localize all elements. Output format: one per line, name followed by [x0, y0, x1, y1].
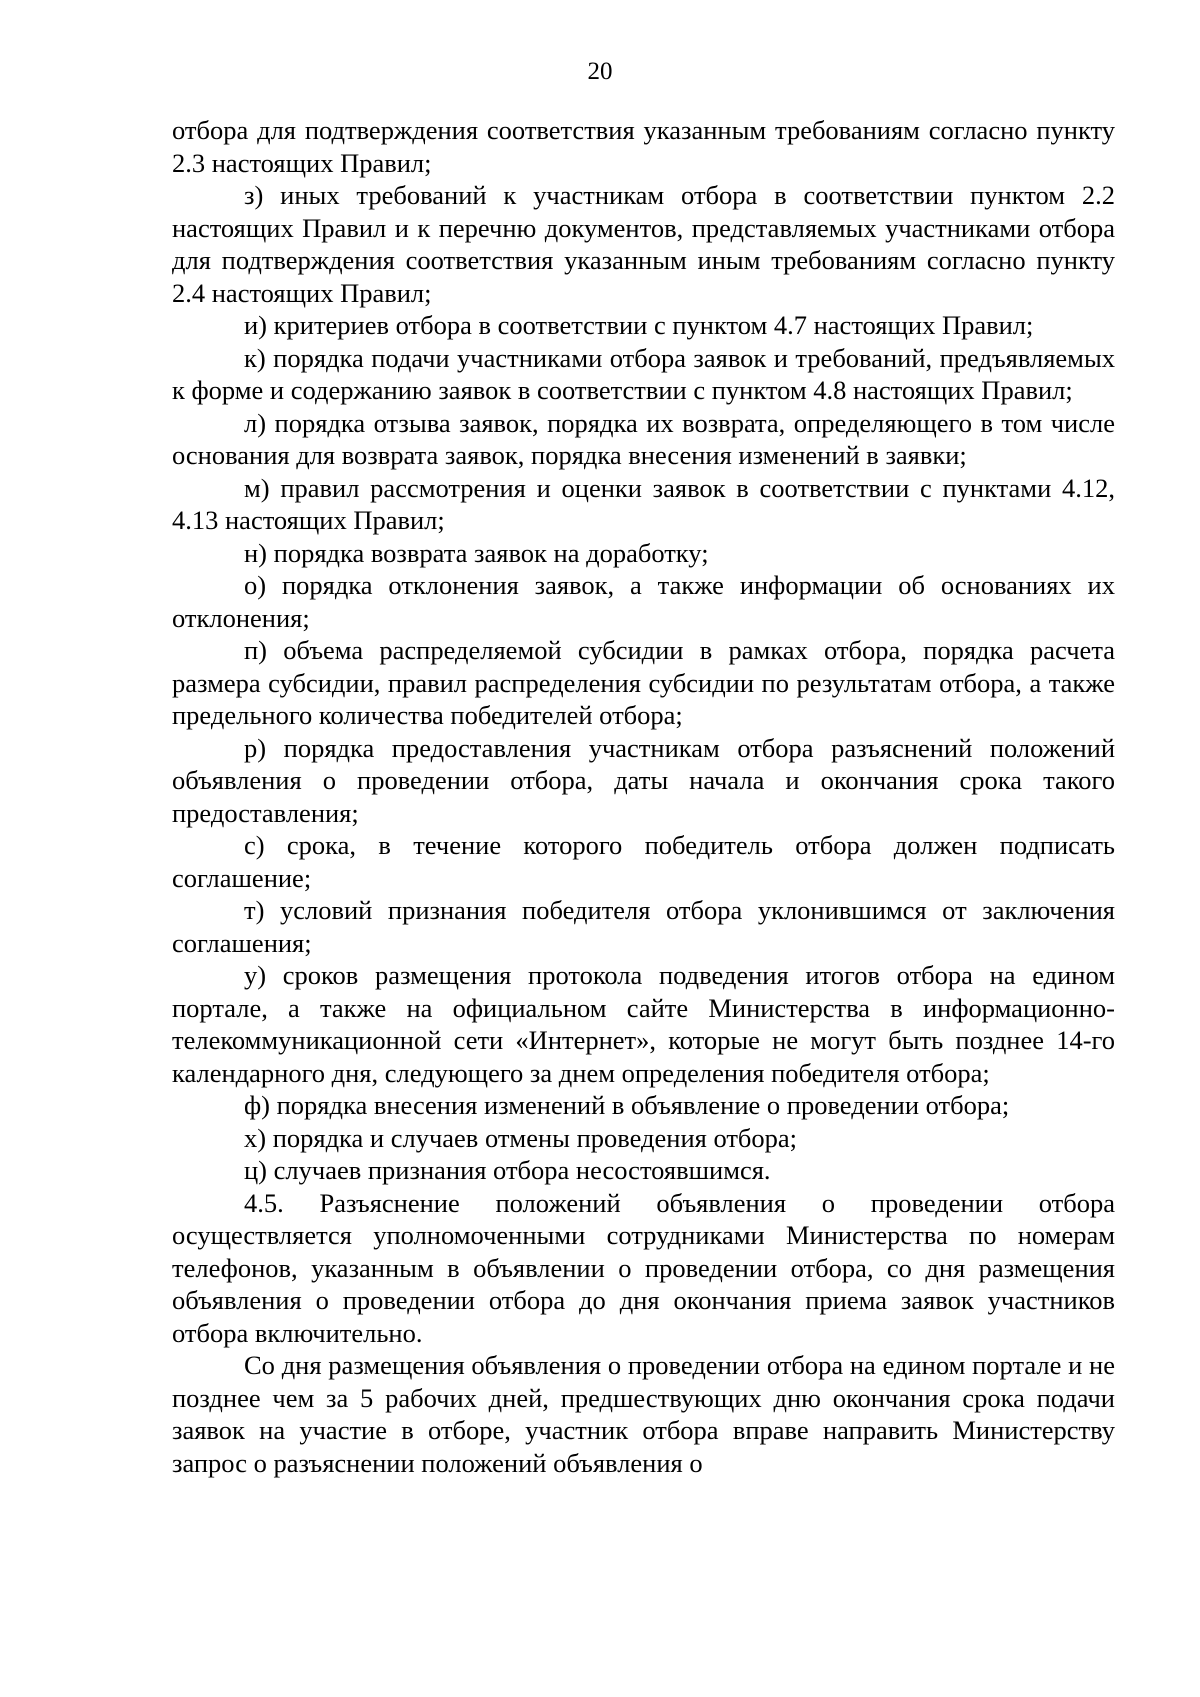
paragraph: м) правил рассмотрения и оценки заявок в соответствии с пунктами 4.12, 4.13 настоящих Правил; [172, 472, 1115, 535]
paragraph: отбора для подтверждения соответствия указанным требованиям согласно пункту 2.3 настоящих Правил; [172, 115, 1115, 178]
page-number: 20 [587, 58, 613, 85]
paragraph: ц) случаев признания отбора несостоявшимся. [244, 1155, 771, 1185]
paragraph: к) порядка подачи участниками отбора заявок и требований, предъявляемых к форме и содержанию заявок в соответствии с пунктом 4.8 настоящих Правил; [172, 342, 1115, 405]
paragraph: у) сроков размещения протокола подведения итогов отбора на едином портале, а также на официальном сайте Министерства в информационно-телекоммуникационной сети «Интернет», которые не могут быть позднее 14-го календарного дня, следующего за днем определения победителя отбора; [172, 960, 1115, 1088]
paragraph: х) порядка и случаев отмены проведения отбора; [244, 1122, 798, 1153]
document-body [172, 114, 1115, 1479]
paragraph: и) критериев отбора в соответствии с пунктом 4.7 настоящих Правил; [244, 310, 1034, 340]
paragraph: ф) порядка внесения изменений в объявление о проведении отбора; [244, 1090, 1010, 1120]
paragraph: з) иных требований к участникам отбора в соответствии пунктом 2.2 настоящих Правил и к перечню документов, представляемых участниками отбора для подтверждения соответствия указанным иным требованиям согласно пункту 2.4 настоящих Правил; [172, 180, 1115, 308]
paragraph: л) порядка отзыва заявок, порядка их возврата, определяющего в том числе основания для возврата заявок, порядка внесения изменений в заявки; [172, 407, 1115, 470]
paragraph: о) порядка отклонения заявок, а также информации об основаниях их отклонения; [172, 570, 1115, 633]
paragraph: Со дня размещения объявления о проведении отбора на едином портале и не позднее чем за 5 рабочих дней, предшествующих дню окончания срока подачи заявок на участие в отборе, участник отбора вправе направить Министерству запрос о разъяснении положений объявления о [172, 1350, 1115, 1478]
paragraph: р) порядка предоставления участникам отбора разъяснений положений объявления о проведении отбора, даты начала и окончания срока такого предоставления; [172, 732, 1115, 828]
paragraph: т) условий признания победителя отбора уклонившимся от заключения соглашения; [172, 895, 1115, 958]
paragraph: п) объема распределяемой субсидии в рамках отбора, порядка расчета размера субсидии, правил распределения субсидии по результатам отбора, а также предельного количества победителей отбора; [172, 635, 1115, 730]
paragraph: с) срока, в течение которого победитель отбора должен подписать соглашение; [172, 830, 1115, 893]
paragraph: н) порядка возврата заявок на доработку; [244, 537, 709, 568]
paragraph: 4.5. Разъяснение положений объявления о проведении отбора осуществляется уполномоченными сотрудниками Министерства по номерам телефонов, указанным в объявлении о проведении отбора, со дня размещения объявления о проведении отбора до дня окончания приема заявок участников отбора включительно. [172, 1187, 1115, 1348]
